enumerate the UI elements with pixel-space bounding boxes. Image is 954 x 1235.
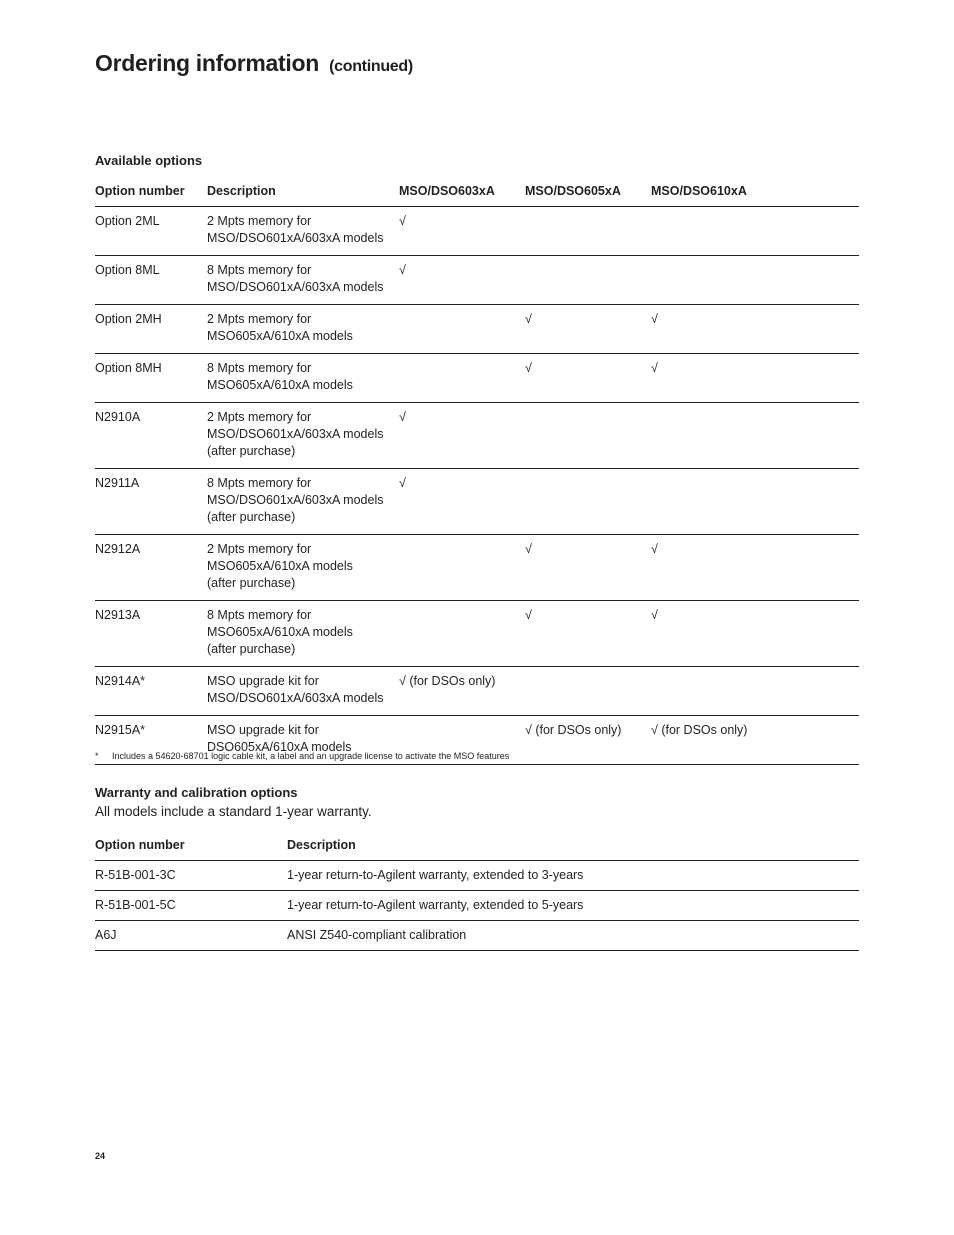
warranty-heading: Warranty and calibration options [95, 785, 298, 800]
option-number-cell: N2913A [95, 601, 207, 667]
description-line: MSO/DSO601xA/603xA models [207, 427, 384, 441]
option-number-cell: N2915A* [95, 716, 207, 765]
model-610-cell: √ [651, 305, 859, 354]
description-cell [207, 535, 399, 601]
table-row [95, 354, 859, 403]
description-cell [207, 256, 399, 305]
description-cell: 1-year return-to-Agilent warranty, extended to 5-years [287, 891, 859, 921]
model-603-cell: √ [399, 256, 525, 305]
model-605-cell: √ [525, 601, 651, 667]
table-row [95, 921, 859, 951]
description-line: 8 Mpts memory for [207, 263, 312, 277]
page-title [95, 50, 413, 77]
table-row [95, 207, 859, 256]
description-line: MSO/DSO601xA/603xA models [207, 280, 384, 294]
model-605-cell [525, 256, 651, 305]
header-model-610: MSO/DSO610xA [651, 184, 859, 207]
option-number-cell: Option 8ML [95, 256, 207, 305]
option-number-cell: N2912A [95, 535, 207, 601]
model-610-cell [651, 207, 859, 256]
description-line: MSO/DSO601xA/603xA models [207, 691, 384, 705]
model-610-cell [651, 469, 859, 535]
model-610-cell: √ [651, 354, 859, 403]
description-line: 2 Mpts memory for [207, 542, 312, 556]
option-number-cell: R-51B-001-3C [95, 861, 287, 891]
table-row [95, 891, 859, 921]
description-line: 2 Mpts memory for [207, 214, 312, 228]
description-cell: ANSI Z540-compliant calibration [287, 921, 859, 951]
model-610-cell [651, 667, 859, 716]
footnote-mark: * [95, 751, 99, 761]
footnote-text: Includes a 54620-68701 logic cable kit, a label and an upgrade license to activate the MSO features [112, 751, 510, 761]
description-cell [207, 354, 399, 403]
table-row [95, 535, 859, 601]
description-cell [207, 305, 399, 354]
page-title-main: Ordering information [95, 50, 320, 76]
description-line: MSO605xA/610xA models [207, 329, 353, 343]
option-number-cell: Option 2MH [95, 305, 207, 354]
option-number-cell: Option 2ML [95, 207, 207, 256]
header-option-number: Option number [95, 838, 287, 861]
description-line: 2 Mpts memory for [207, 312, 312, 326]
description-line: (after purchase) [207, 642, 296, 656]
description-line: MSO605xA/610xA models [207, 378, 353, 392]
description-line: 8 Mpts memory for [207, 476, 312, 490]
model-603-cell [399, 535, 525, 601]
description-line: 2 Mpts memory for [207, 410, 312, 424]
header-description: Description [207, 184, 399, 207]
model-603-cell: √ (for DSOs only) [399, 667, 525, 716]
table-row [95, 861, 859, 891]
description-line: MSO upgrade kit for [207, 723, 319, 737]
table-row [95, 469, 859, 535]
footnote [95, 751, 509, 761]
model-603-cell [399, 601, 525, 667]
description-line: DSO605xA/610xA models [207, 740, 352, 754]
option-number-cell: R-51B-001-5C [95, 891, 287, 921]
model-603-cell: √ [399, 403, 525, 469]
model-605-cell [525, 469, 651, 535]
description-cell [207, 207, 399, 256]
description-line: 8 Mpts memory for [207, 361, 312, 375]
page-title-sub: (continued) [329, 58, 413, 75]
model-605-cell [525, 667, 651, 716]
description-line: MSO/DSO601xA/603xA models [207, 231, 384, 245]
description-line: MSO upgrade kit for [207, 674, 319, 688]
table-row [95, 601, 859, 667]
option-number-cell: Option 8MH [95, 354, 207, 403]
header-description: Description [287, 838, 859, 861]
description-line: (after purchase) [207, 576, 296, 590]
description-line: MSO605xA/610xA models [207, 625, 353, 639]
model-605-cell: √ (for DSOs only) [525, 716, 651, 765]
warranty-table [95, 838, 859, 951]
model-605-cell [525, 403, 651, 469]
model-603-cell [399, 354, 525, 403]
model-603-cell: √ [399, 469, 525, 535]
option-number-cell: A6J [95, 921, 287, 951]
model-603-cell: √ [399, 207, 525, 256]
description-line: (after purchase) [207, 444, 296, 458]
table-row [95, 256, 859, 305]
table-row [95, 305, 859, 354]
table-header-row [95, 184, 859, 207]
description-cell: 1-year return-to-Agilent warranty, extended to 3-years [287, 861, 859, 891]
available-options-heading: Available options [95, 153, 203, 168]
table-row [95, 403, 859, 469]
description-line: MSO/DSO601xA/603xA models [207, 493, 384, 507]
description-line: 8 Mpts memory for [207, 608, 312, 622]
header-option-number: Option number [95, 184, 207, 207]
model-605-cell: √ [525, 535, 651, 601]
model-610-cell: √ [651, 601, 859, 667]
model-605-cell: √ [525, 305, 651, 354]
model-610-cell [651, 403, 859, 469]
model-610-cell [651, 256, 859, 305]
header-model-605: MSO/DSO605xA [525, 184, 651, 207]
option-number-cell: N2911A [95, 469, 207, 535]
model-605-cell: √ [525, 354, 651, 403]
model-605-cell [525, 207, 651, 256]
model-610-cell: √ [651, 535, 859, 601]
table-row [95, 667, 859, 716]
description-cell [207, 403, 399, 469]
description-line: MSO605xA/610xA models [207, 559, 353, 573]
model-610-cell: √ (for DSOs only) [651, 716, 859, 765]
page-number: 24 [95, 1151, 106, 1161]
table-header-row [95, 838, 859, 861]
header-model-603: MSO/DSO603xA [399, 184, 525, 207]
model-603-cell [399, 305, 525, 354]
option-number-cell: N2914A* [95, 667, 207, 716]
option-number-cell: N2910A [95, 403, 207, 469]
description-line: (after purchase) [207, 510, 296, 524]
description-cell [207, 469, 399, 535]
available-options-table [95, 184, 859, 765]
warranty-intro: All models include a standard 1-year warranty. [95, 804, 372, 819]
description-cell [207, 667, 399, 716]
description-cell [207, 601, 399, 667]
